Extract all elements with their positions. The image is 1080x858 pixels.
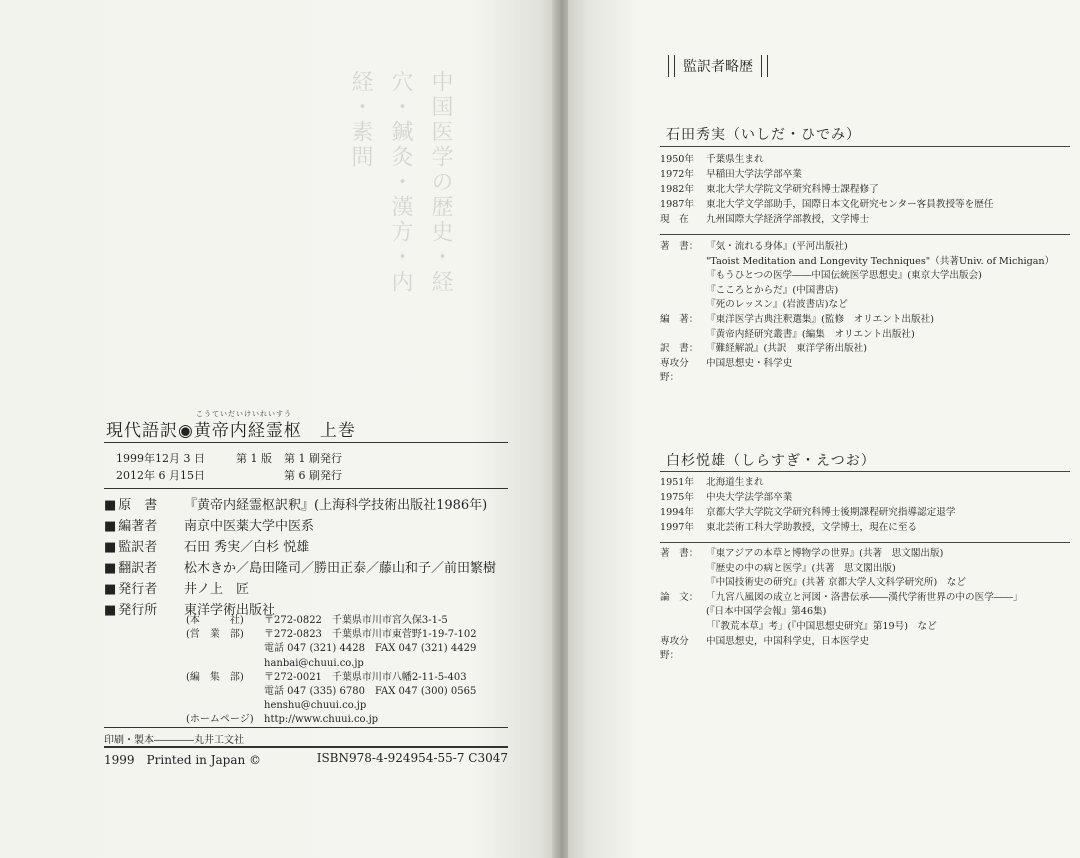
work-key [660,605,706,620]
work-text: 『こころとからだ』(中国書店) [706,284,839,296]
timeline-text: 東北大学大学院文学研究科博士課程修了 [706,184,879,195]
career-timeline [660,475,955,535]
timeline-text: 千葉県生まれ [706,154,764,165]
heading-text: 監訳者略歴 [683,59,753,75]
print-number: 第 6 刷発行 [284,469,342,482]
info-row [104,495,496,516]
address-key [186,685,264,699]
address-value: henshu@chuui.co.jp [264,700,367,712]
work-key: 著 書： [660,241,699,252]
address-row [186,628,477,642]
timeline-row [660,475,955,490]
info-value: 南京中医薬大学中医系 [184,519,315,534]
info-key: ■ 原 書 [104,495,184,516]
address-value: 〒272-0822 千葉県市川市宮久保3-1-5 [264,615,448,626]
work-row [660,342,1054,357]
timeline-text: 早稲田大学法学部卒業 [706,169,802,180]
address-key: (営 業 部) [186,629,244,641]
work-row [660,269,1054,284]
timeline-year: 1997年 [660,522,695,533]
timeline-row [660,490,955,505]
divider [660,234,1070,235]
address-value: 〒272-0823 千葉県市川市東菅野1-19-7-102 [264,629,477,641]
work-text: 『もうひとつの医学――中国伝統医学思想史』(東京大学出版会) [706,270,982,282]
info-value: 東洋学術出版社 [184,603,276,618]
address-value: http://www.chuui.co.jp [264,714,379,726]
work-row [660,620,1023,635]
divider [660,471,1070,472]
address-key [186,642,264,656]
timeline-text: 北海道生まれ [706,477,764,488]
person-name: 白杉悦雄（しらすぎ・えつお） [666,453,876,469]
edition-date: 2012年 6 月15日 [116,469,205,482]
title-ruby: こうていだいけいれいすう [196,410,292,418]
address-value: 電話 047 (321) 4428 FAX 047 (321) 4429 [264,643,477,655]
work-key: 訳 書： [660,343,699,355]
heading-bar [668,55,675,77]
address-key: (ホームページ) [186,714,254,726]
publisher-addresses [186,614,477,728]
edition-row [116,450,342,467]
timeline-year: 1994年 [660,507,695,518]
timeline-year: 1987年 [660,199,695,210]
colophon-footer [104,751,508,768]
info-value: 松木きか／島田隆司／勝田正泰／藤山和子／前田繁樹 [184,561,497,576]
work-text: 『黄帝内経研究叢書』(編集 オリエント出版社) [706,328,915,340]
address-value: 電話 047 (335) 6780 FAX 047 (300) 0565 [264,686,477,698]
work-key [660,562,706,577]
timeline-year: 1950年 [660,154,695,165]
work-text: 「『教荒本草』考」(『中国思想史研究』第19号) など [706,620,937,632]
edition-dates [116,450,342,484]
printed-in-japan: 1999 Printed in Japan © [104,753,262,767]
work-text: 『気・流れる身体』(平河出版社) [706,241,848,252]
info-row [104,516,496,537]
address-value: hanbai@chuui.co.jp [264,657,364,669]
address-key [186,657,264,671]
work-key [660,576,706,591]
work-row [660,255,1054,270]
address-key: (編 集 部) [186,671,244,683]
work-text: 『死のレッスン』(岩波書店)など [706,299,848,311]
person-name: 石田秀実（いしだ・ひでみ） [666,127,861,143]
career-timeline [660,152,993,227]
info-key: ■ 発行所 [104,600,184,621]
work-text: 「九宮八風図の成立と河図・洛書伝承――漢代学術世界の中の医学――」 [706,591,1023,603]
timeline-year: 1972年 [660,169,695,180]
timeline-row [660,505,955,520]
address-row [186,657,477,671]
work-text: 中国思想史，中国科学史，日本医学史 [706,635,870,647]
address-row [186,713,477,727]
info-value: 『黄帝内経霊枢訳釈』(上海科学技術出版社1986年) [184,498,488,513]
address-row [186,614,477,628]
work-key [660,328,706,343]
timeline-row [660,167,993,182]
colophon-info [104,495,496,621]
work-row [660,562,1023,577]
timeline-text: 中央大学法学部卒業 [706,492,793,503]
work-row [660,547,1023,562]
work-key [660,620,706,635]
work-text: 『東洋医学古典注釈選集』(監修 オリエント出版社) [706,313,934,325]
timeline-text: 東北大学文学部助手，国際日本文化研究センター客員教授等を歴任 [706,199,994,210]
work-key: 著 書： [660,548,699,559]
timeline-row [660,152,993,167]
timeline-text: 九州国際大学経済学部教授，文学博士 [706,214,870,225]
info-row [104,579,496,600]
address-key [186,699,264,713]
work-row [660,284,1054,299]
isbn: ISBN978-4-924954-55-7 C3047 [316,751,508,765]
divider [104,442,508,443]
info-key: ■ 監訳者 [104,537,184,558]
book-title: 現代語訳◉黄帝内経霊枢 上巻 [106,421,356,441]
work-text: "Taoist Meditation and Longevity Techniques"（共著Univ. of Michigan） [706,255,1055,267]
divider [660,146,1070,147]
edition-number: 第 1 版 [236,452,272,465]
info-row [104,558,496,579]
address-row [186,642,477,656]
section-heading [660,55,776,77]
edition-date: 1999年12月 3 日 [116,452,205,465]
work-key [660,255,706,270]
work-key [660,269,706,284]
print-number: 第 1 刷発行 [284,452,342,465]
work-text: 中国思想史・科学史 [706,357,793,369]
work-row [660,576,1023,591]
heading-bar [761,55,768,77]
address-key: (本 社) [186,615,244,626]
info-value: 井ノ上 匠 [184,582,250,597]
info-row [104,537,496,558]
divider [104,727,508,728]
work-text: 『東アジアの本草と博物学の世界』(共著 思文閣出版) [706,548,944,559]
address-row [186,671,477,685]
work-text: 『中国技術史の研究』(共著 京都大学人文科学研究所) など [706,577,966,589]
publications-list [660,240,1054,386]
work-row [660,313,1054,328]
info-value: 石田 秀実／白杉 悦雄 [184,540,310,555]
timeline-row [660,212,993,227]
work-key: 専攻分野： [660,635,689,662]
printer-line: 印刷・製本――――丸井工文社 [104,735,244,746]
info-key: ■ 発行者 [104,579,184,600]
divider [660,542,1070,543]
work-row [660,298,1054,313]
work-row [660,328,1054,343]
work-key: 論 文： [660,591,699,603]
publications-list [660,547,1023,664]
edition-row [116,467,342,484]
address-value: 〒272-0021 千葉県市川市八幡2-11-5-403 [264,671,467,683]
work-row [660,635,1023,664]
timeline-row [660,197,993,212]
info-key: ■ 翻訳者 [104,558,184,579]
divider [104,488,508,489]
timeline-year: 1975年 [660,492,695,503]
work-row [660,240,1054,255]
work-row [660,605,1023,620]
work-text: 『難経解説』(共訳 東洋学術出版社) [706,343,867,355]
bleed-through-text: 中国医学の歴史・経穴・鍼灸・漢方・内経・素問 [348,70,453,295]
timeline-text: 京都大学大学院文学研究科博士後期課程研究指導認定退学 [706,507,956,518]
info-key: ■ 編著者 [104,516,184,537]
work-key [660,284,706,299]
divider [104,746,508,748]
work-key [660,298,706,313]
work-row [660,591,1023,606]
work-text: 『歴史の中の病と医学』(共著 思文閣出版) [706,562,896,574]
timeline-row [660,182,993,197]
work-row [660,357,1054,386]
address-row [186,699,477,713]
work-key: 専攻分野： [660,357,689,384]
address-row [186,685,477,699]
timeline-year: 1982年 [660,184,695,195]
timeline-year: 現 在 [660,214,689,225]
timeline-text: 東北芸術工科大学助教授，文学博士，現在に至る [706,522,918,533]
timeline-year: 1951年 [660,477,695,488]
work-text: (『日本中国学会報』第46集) [706,606,827,618]
timeline-row [660,520,955,535]
edition-number [236,467,284,484]
work-key: 編 著： [660,313,699,325]
